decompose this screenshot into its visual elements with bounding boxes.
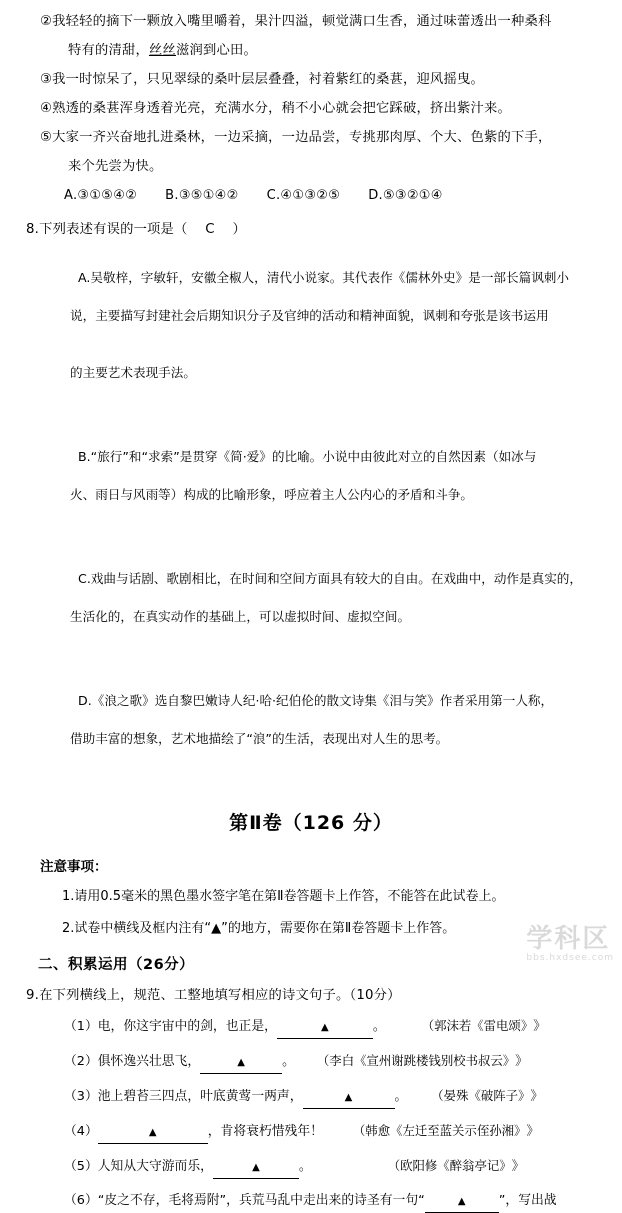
watermark [526,918,614,963]
fill-item-2-source-end: 》 [515,1054,528,1069]
sentence-3: ③我一时惊呆了，只见翠绿的桑叶层层叠叠，衬着紫红的桑葚，迎风摇曳。 [40,72,485,87]
option-a-line-1: A.吴敬梓，字敏轩，安徽全椒人，清代小说家。其代表作《儒林外史》是一部长篇讽刺小 [78,270,569,285]
option-d-line-2: 借助丰富的想象，艺术地描绘了“浪”的生活，表现出对人生的思考。 [70,731,449,746]
fill-item-5-blank[interactable]: ▲ [213,1156,299,1179]
fill-item-5-source: （欧阳修《醉翁亭记》 [387,1158,512,1173]
fill-item-1-source: （郭沫若《雷电颂》 [421,1018,534,1033]
option-b-line-1: B.“旅行”和“求索”是贯穿《简·爱》的比喻。小说中由彼此对立的自然因素（如冰与 [78,449,537,464]
option-a-line-3: 的主要艺术表现手法。 [70,365,196,380]
order-option-c[interactable]: C.④①③②⑤ [266,188,341,203]
sentence-2-line-2: 特有的清甜，丝丝滋润到心田。 [68,43,257,58]
fill-item-1-text: 电，你这宇宙中的剑，也正是， [97,1019,277,1034]
fill-item-2-tail: 。 [282,1054,295,1069]
underlined-text: 丝丝 [148,43,176,58]
paper-part-title: 第Ⅱ卷（126 分） [229,812,393,834]
fill-item-6-tail: ”，写出战 [498,1193,557,1208]
fill-item-1-blank[interactable]: ▲ [277,1016,373,1039]
fill-item-4-source-end: 》 [526,1124,540,1139]
fill-item-6 [26,1190,596,1213]
fill-item-5-text: 人知从大守游而乐， [97,1159,213,1174]
fill-item-6-number: （6） [64,1193,98,1208]
fill-item-1-number: （1） [64,1019,98,1034]
sentence-4: ④熟透的桑葚浑身透着光亮，充满水分，稍不小心就会把它踩破，挤出紫汁来。 [40,101,512,116]
option-c-line-1: C.戏曲与话剧、歌剧相比，在时间和空间方面具有较大的自由。在戏曲中，动作是真实的， [78,571,582,586]
question-8-option-c[interactable] [26,550,596,664]
fill-item-6-text: “皮之不存，毛将焉附”，兵荒马乱中走出来的诗圣有一句“ [97,1193,425,1208]
sentence-5-line-2: 来个先尝为快。 [68,159,163,174]
option-c-line-2: 生活化的，在真实动作的基础上，可以虚拟时间、虚拟空间。 [70,609,411,624]
fill-item-3-text: 池上碧苔三四点，叶底黄莺一两声， [97,1089,303,1104]
fill-item-3-source-end: 》 [530,1089,544,1104]
watermark-main: 学科区 [526,924,611,954]
fill-item-4 [26,1120,596,1144]
question-8-option-b[interactable] [26,428,596,542]
fill-item-3-number: （3） [64,1089,98,1104]
question-8-option-a[interactable] [26,249,596,420]
fill-item-2 [26,1050,596,1074]
option-a-line-2: 说，主要描写封建社会后期知识分子及官绅的活动和精神面貌，讽刺和夸张是该书运用 [70,308,549,323]
fill-item-3-source: （晏殊《破阵子》 [431,1088,531,1103]
fill-item-1-tail: 。 [372,1019,386,1034]
option-d-line-1: D.《浪之歌》选自黎巴嫩诗人纪·哈·纪伯伦的散文诗集《泪与笑》作者采用第一人称， [78,693,554,708]
fill-item-4-tail: ，肯将衰朽惜残年！ [207,1124,323,1139]
fill-item-4-blank[interactable]: ▲ [98,1121,208,1144]
sentence-5-line-1: ⑤大家一齐兴奋地扎进桑林，一边采摘，一边品尝，专挑那肉厚、个大、色紫的下手， [40,130,552,145]
question-8-stem: 8.下列表述有误的一项是（ C ） [26,222,246,237]
fill-item-5-number: （5） [64,1159,98,1174]
notice-item-1: 1.请用0.5毫米的黑色墨水签字笔在第Ⅱ卷答题卡上作答，不能答在此试卷上。 [62,889,505,904]
fill-item-5 [26,1155,596,1179]
order-option-b[interactable]: B.③⑤①④② [165,188,239,203]
fill-item-3-blank[interactable]: ▲ [303,1086,395,1109]
option-b-line-2: 火、雨日与风雨等）构成的比喻形象，呼应着主人公内心的矛盾和斗争。 [70,487,473,502]
question-9-stem: 9.在下列横线上，规范、工整地填写相应的诗文句子。（10分） [26,988,401,1003]
fill-item-5-tail: 。 [298,1159,312,1174]
fill-item-3 [26,1085,596,1109]
order-option-a[interactable]: A.③①⑤④② [64,188,138,203]
fill-item-3-tail: 。 [394,1089,408,1104]
fill-item-5-source-end: 》 [511,1159,525,1174]
fill-item-1-source-end: 》 [533,1019,547,1034]
fill-item-4-source: （韩愈《左迁至蓝关示侄孙湘》 [352,1123,527,1138]
fill-item-2-source: （李白《宣州谢跳楼钱别校书叔云》 [316,1053,516,1068]
watermark-sub: bbs.hxdsee.com [526,953,614,963]
order-option-d[interactable]: D.⑤③②①④ [368,188,443,203]
section-title-accumulation: 二、积累运用（26分） [38,957,195,973]
fill-item-4-number: （4） [64,1124,98,1139]
notice-title: 注意事项： [40,859,108,875]
fill-item-2-text: 俱怀逸兴壮思飞， [97,1054,201,1069]
sentence-2-line-1: ②我轻轻的摘下一颗放入嘴里嚼着，果汁四溢，顿觉满口生香，通过味蕾透出一种桑科 [40,14,552,29]
question-8-option-d[interactable] [26,672,596,786]
order-options-row [26,186,596,206]
notice-item-2: 2.试卷中横线及框内注有“▲”的地方，需要你在第Ⅱ卷答题卡上作答。 [62,921,456,936]
fill-item-2-blank[interactable]: ▲ [200,1051,282,1074]
fill-item-2-number: （2） [64,1054,98,1069]
fill-item-6-blank[interactable]: ▲ [425,1190,499,1213]
fill-item-1 [26,1015,596,1039]
